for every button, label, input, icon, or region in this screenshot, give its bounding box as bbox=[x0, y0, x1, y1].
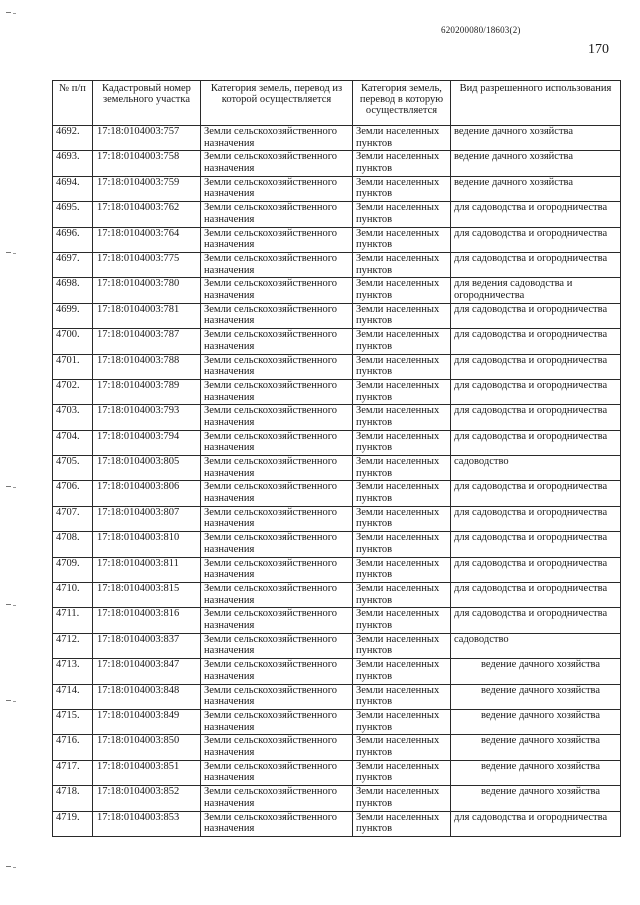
table-row bbox=[53, 430, 621, 455]
cadastral-number-cell: 17:18:0104003:789 bbox=[93, 379, 201, 404]
category-to-cell: Земли населенных пунктов bbox=[353, 227, 451, 252]
row-number-cell: 4693. bbox=[53, 151, 93, 176]
row-number-cell: 4700. bbox=[53, 329, 93, 354]
permitted-use-cell: садоводство bbox=[451, 456, 621, 481]
category-to-cell: Земли населенных пунктов bbox=[353, 202, 451, 227]
table-row bbox=[53, 481, 621, 506]
table-row bbox=[53, 329, 621, 354]
category-to-cell: Земли населенных пунктов bbox=[353, 405, 451, 430]
permitted-use-cell: для садоводства и огородничества bbox=[451, 227, 621, 252]
cadastral-number-cell: 17:18:0104003:849 bbox=[93, 709, 201, 734]
cadastral-number-cell: 17:18:0104003:781 bbox=[93, 303, 201, 328]
table-row bbox=[53, 227, 621, 252]
table-row bbox=[53, 354, 621, 379]
row-number-cell: 4701. bbox=[53, 354, 93, 379]
row-number-cell: 4716. bbox=[53, 735, 93, 760]
category-to-cell: Земли населенных пунктов bbox=[353, 811, 451, 836]
table-row bbox=[53, 735, 621, 760]
category-from-cell: Земли сельскохозяйственного назначения bbox=[201, 633, 353, 658]
category-to-cell: Земли населенных пунктов bbox=[353, 278, 451, 303]
row-number-cell: 4698. bbox=[53, 278, 93, 303]
table-row bbox=[53, 303, 621, 328]
permitted-use-cell: садоводство bbox=[451, 633, 621, 658]
category-from-cell: Земли сельскохозяйственного назначения bbox=[201, 506, 353, 531]
permitted-use-cell: для садоводства и огородничества bbox=[451, 405, 621, 430]
row-number-cell: 4718. bbox=[53, 786, 93, 811]
category-to-cell: Земли населенных пунктов bbox=[353, 786, 451, 811]
category-to-cell: Земли населенных пунктов bbox=[353, 659, 451, 684]
table-row bbox=[53, 684, 621, 709]
margin-mark bbox=[6, 866, 20, 868]
permitted-use-cell: для садоводства и огородничества bbox=[451, 202, 621, 227]
column-header-category-from: Категория земель, перевод из которой осуществляется bbox=[201, 81, 353, 126]
table-row bbox=[53, 557, 621, 582]
cadastral-number-cell: 17:18:0104003:759 bbox=[93, 176, 201, 201]
category-to-cell: Земли населенных пунктов bbox=[353, 557, 451, 582]
permitted-use-cell: ведение дачного хозяйства bbox=[451, 786, 621, 811]
row-number-cell: 4694. bbox=[53, 176, 93, 201]
column-header-number: № п/п bbox=[53, 81, 93, 126]
category-to-cell: Земли населенных пунктов bbox=[353, 684, 451, 709]
permitted-use-cell: для садоводства и огородничества bbox=[451, 583, 621, 608]
row-number-cell: 4692. bbox=[53, 126, 93, 151]
category-from-cell: Земли сельскохозяйственного назначения bbox=[201, 126, 353, 151]
cadastral-number-cell: 17:18:0104003:810 bbox=[93, 532, 201, 557]
permitted-use-cell: для садоводства и огородничества bbox=[451, 481, 621, 506]
category-from-cell: Земли сельскохозяйственного назначения bbox=[201, 303, 353, 328]
category-from-cell: Земли сельскохозяйственного назначения bbox=[201, 608, 353, 633]
cadastral-number-cell: 17:18:0104003:815 bbox=[93, 583, 201, 608]
table-row bbox=[53, 456, 621, 481]
row-number-cell: 4715. bbox=[53, 709, 93, 734]
row-number-cell: 4709. bbox=[53, 557, 93, 582]
category-from-cell: Земли сельскохозяйственного назначения bbox=[201, 684, 353, 709]
category-to-cell: Земли населенных пунктов bbox=[353, 252, 451, 277]
category-from-cell: Земли сельскохозяйственного назначения bbox=[201, 227, 353, 252]
cadastral-number-cell: 17:18:0104003:852 bbox=[93, 786, 201, 811]
category-to-cell: Земли населенных пунктов bbox=[353, 532, 451, 557]
category-to-cell: Земли населенных пунктов bbox=[353, 176, 451, 201]
margin-mark bbox=[6, 486, 20, 488]
permitted-use-cell: ведение дачного хозяйства bbox=[451, 151, 621, 176]
cadastral-number-cell: 17:18:0104003:837 bbox=[93, 633, 201, 658]
category-from-cell: Земли сельскохозяйственного назначения bbox=[201, 532, 353, 557]
row-number-cell: 4707. bbox=[53, 506, 93, 531]
category-to-cell: Земли населенных пунктов bbox=[353, 126, 451, 151]
cadastral-number-cell: 17:18:0104003:816 bbox=[93, 608, 201, 633]
permitted-use-cell: для садоводства и огородничества bbox=[451, 379, 621, 404]
permitted-use-cell: для ведения садоводства и огородничества bbox=[451, 278, 621, 303]
row-number-cell: 4719. bbox=[53, 811, 93, 836]
table-row bbox=[53, 151, 621, 176]
row-number-cell: 4695. bbox=[53, 202, 93, 227]
table-row bbox=[53, 659, 621, 684]
category-from-cell: Земли сельскохозяйственного назначения bbox=[201, 252, 353, 277]
permitted-use-cell: для садоводства и огородничества bbox=[451, 811, 621, 836]
permitted-use-cell: для садоводства и огородничества bbox=[451, 252, 621, 277]
cadastral-number-cell: 17:18:0104003:762 bbox=[93, 202, 201, 227]
page-number: 170 bbox=[588, 42, 609, 57]
category-to-cell: Земли населенных пунктов bbox=[353, 354, 451, 379]
row-number-cell: 4708. bbox=[53, 532, 93, 557]
category-to-cell: Земли населенных пунктов bbox=[353, 633, 451, 658]
cadastral-number-cell: 17:18:0104003:850 bbox=[93, 735, 201, 760]
cadastral-number-cell: 17:18:0104003:848 bbox=[93, 684, 201, 709]
cadastral-number-cell: 17:18:0104003:805 bbox=[93, 456, 201, 481]
category-to-cell: Земли населенных пунктов bbox=[353, 481, 451, 506]
category-from-cell: Земли сельскохозяйственного назначения bbox=[201, 481, 353, 506]
row-number-cell: 4705. bbox=[53, 456, 93, 481]
category-from-cell: Земли сельскохозяйственного назначения bbox=[201, 379, 353, 404]
row-number-cell: 4702. bbox=[53, 379, 93, 404]
category-from-cell: Земли сельскохозяйственного назначения bbox=[201, 329, 353, 354]
table-row bbox=[53, 126, 621, 151]
row-number-cell: 4712. bbox=[53, 633, 93, 658]
cadastral-number-cell: 17:18:0104003:780 bbox=[93, 278, 201, 303]
category-from-cell: Земли сельскохозяйственного назначения bbox=[201, 405, 353, 430]
category-to-cell: Земли населенных пунктов bbox=[353, 456, 451, 481]
permitted-use-cell: для садоводства и огородничества bbox=[451, 430, 621, 455]
category-from-cell: Земли сельскохозяйственного назначения bbox=[201, 354, 353, 379]
category-to-cell: Земли населенных пунктов bbox=[353, 735, 451, 760]
row-number-cell: 4703. bbox=[53, 405, 93, 430]
category-from-cell: Земли сельскохозяйственного назначения bbox=[201, 176, 353, 201]
category-to-cell: Земли населенных пунктов bbox=[353, 760, 451, 785]
row-number-cell: 4710. bbox=[53, 583, 93, 608]
category-to-cell: Земли населенных пунктов bbox=[353, 709, 451, 734]
row-number-cell: 4704. bbox=[53, 430, 93, 455]
permitted-use-cell: ведение дачного хозяйства bbox=[451, 659, 621, 684]
column-header-cadastral: Кадастровый номер земельного участка bbox=[93, 81, 201, 126]
cadastral-number-cell: 17:18:0104003:775 bbox=[93, 252, 201, 277]
category-from-cell: Земли сельскохозяйственного назначения bbox=[201, 202, 353, 227]
category-to-cell: Земли населенных пунктов bbox=[353, 151, 451, 176]
row-number-cell: 4696. bbox=[53, 227, 93, 252]
column-header-category-to: Категория земель, перевод в которую осуществляется bbox=[353, 81, 451, 126]
category-from-cell: Земли сельскохозяйственного назначения bbox=[201, 659, 353, 684]
category-to-cell: Земли населенных пунктов bbox=[353, 303, 451, 328]
row-number-cell: 4706. bbox=[53, 481, 93, 506]
cadastral-number-cell: 17:18:0104003:757 bbox=[93, 126, 201, 151]
permitted-use-cell: для садоводства и огородничества bbox=[451, 329, 621, 354]
table-header-row bbox=[53, 81, 621, 126]
permitted-use-cell: для садоводства и огородничества bbox=[451, 354, 621, 379]
table-row bbox=[53, 583, 621, 608]
row-number-cell: 4711. bbox=[53, 608, 93, 633]
cadastral-number-cell: 17:18:0104003:851 bbox=[93, 760, 201, 785]
table-row bbox=[53, 608, 621, 633]
cadastral-number-cell: 17:18:0104003:758 bbox=[93, 151, 201, 176]
cadastral-number-cell: 17:18:0104003:787 bbox=[93, 329, 201, 354]
permitted-use-cell: для садоводства и огородничества bbox=[451, 506, 621, 531]
table-body bbox=[53, 126, 621, 837]
margin-mark bbox=[6, 12, 20, 14]
permitted-use-cell: ведение дачного хозяйства bbox=[451, 176, 621, 201]
row-number-cell: 4713. bbox=[53, 659, 93, 684]
category-to-cell: Земли населенных пунктов bbox=[353, 329, 451, 354]
category-to-cell: Земли населенных пунктов bbox=[353, 430, 451, 455]
document-code: 620200080/18603(2) bbox=[441, 25, 521, 35]
row-number-cell: 4714. bbox=[53, 684, 93, 709]
table-row bbox=[53, 405, 621, 430]
permitted-use-cell: ведение дачного хозяйства bbox=[451, 760, 621, 785]
cadastral-number-cell: 17:18:0104003:847 bbox=[93, 659, 201, 684]
row-number-cell: 4697. bbox=[53, 252, 93, 277]
table-row bbox=[53, 633, 621, 658]
table-row bbox=[53, 278, 621, 303]
permitted-use-cell: для садоводства и огородничества bbox=[451, 532, 621, 557]
category-to-cell: Земли населенных пунктов bbox=[353, 608, 451, 633]
cadastral-number-cell: 17:18:0104003:806 bbox=[93, 481, 201, 506]
category-from-cell: Земли сельскохозяйственного назначения bbox=[201, 278, 353, 303]
category-from-cell: Земли сельскохозяйственного назначения bbox=[201, 583, 353, 608]
table-row bbox=[53, 709, 621, 734]
table-row bbox=[53, 202, 621, 227]
category-to-cell: Земли населенных пунктов bbox=[353, 583, 451, 608]
cadastral-number-cell: 17:18:0104003:853 bbox=[93, 811, 201, 836]
category-from-cell: Земли сельскохозяйственного назначения bbox=[201, 735, 353, 760]
table-row bbox=[53, 532, 621, 557]
margin-mark bbox=[6, 252, 20, 254]
category-from-cell: Земли сельскохозяйственного назначения bbox=[201, 811, 353, 836]
row-number-cell: 4717. bbox=[53, 760, 93, 785]
row-number-cell: 4699. bbox=[53, 303, 93, 328]
category-to-cell: Земли населенных пунктов bbox=[353, 379, 451, 404]
permitted-use-cell: для садоводства и огородничества bbox=[451, 303, 621, 328]
table-row bbox=[53, 760, 621, 785]
table-row bbox=[53, 379, 621, 404]
permitted-use-cell: для садоводства и огородничества bbox=[451, 557, 621, 582]
category-from-cell: Земли сельскохозяйственного назначения bbox=[201, 760, 353, 785]
category-from-cell: Земли сельскохозяйственного назначения bbox=[201, 456, 353, 481]
permitted-use-cell: для садоводства и огородничества bbox=[451, 608, 621, 633]
category-from-cell: Земли сельскохозяйственного назначения bbox=[201, 151, 353, 176]
table-row bbox=[53, 176, 621, 201]
land-register-table bbox=[52, 80, 621, 837]
permitted-use-cell: ведение дачного хозяйства bbox=[451, 126, 621, 151]
margin-mark bbox=[6, 700, 20, 702]
category-from-cell: Земли сельскохозяйственного назначения bbox=[201, 786, 353, 811]
permitted-use-cell: ведение дачного хозяйства bbox=[451, 709, 621, 734]
column-header-permitted-use: Вид разрешенного использования bbox=[451, 81, 621, 126]
cadastral-number-cell: 17:18:0104003:807 bbox=[93, 506, 201, 531]
margin-mark bbox=[6, 604, 20, 606]
permitted-use-cell: ведение дачного хозяйства bbox=[451, 684, 621, 709]
cadastral-number-cell: 17:18:0104003:794 bbox=[93, 430, 201, 455]
cadastral-number-cell: 17:18:0104003:811 bbox=[93, 557, 201, 582]
category-from-cell: Земли сельскохозяйственного назначения bbox=[201, 430, 353, 455]
table-row bbox=[53, 506, 621, 531]
category-from-cell: Земли сельскохозяйственного назначения bbox=[201, 557, 353, 582]
table-row bbox=[53, 786, 621, 811]
cadastral-number-cell: 17:18:0104003:764 bbox=[93, 227, 201, 252]
category-to-cell: Земли населенных пунктов bbox=[353, 506, 451, 531]
table-row bbox=[53, 252, 621, 277]
permitted-use-cell: ведение дачного хозяйства bbox=[451, 735, 621, 760]
category-from-cell: Земли сельскохозяйственного назначения bbox=[201, 709, 353, 734]
cadastral-number-cell: 17:18:0104003:788 bbox=[93, 354, 201, 379]
cadastral-number-cell: 17:18:0104003:793 bbox=[93, 405, 201, 430]
table-row bbox=[53, 811, 621, 836]
